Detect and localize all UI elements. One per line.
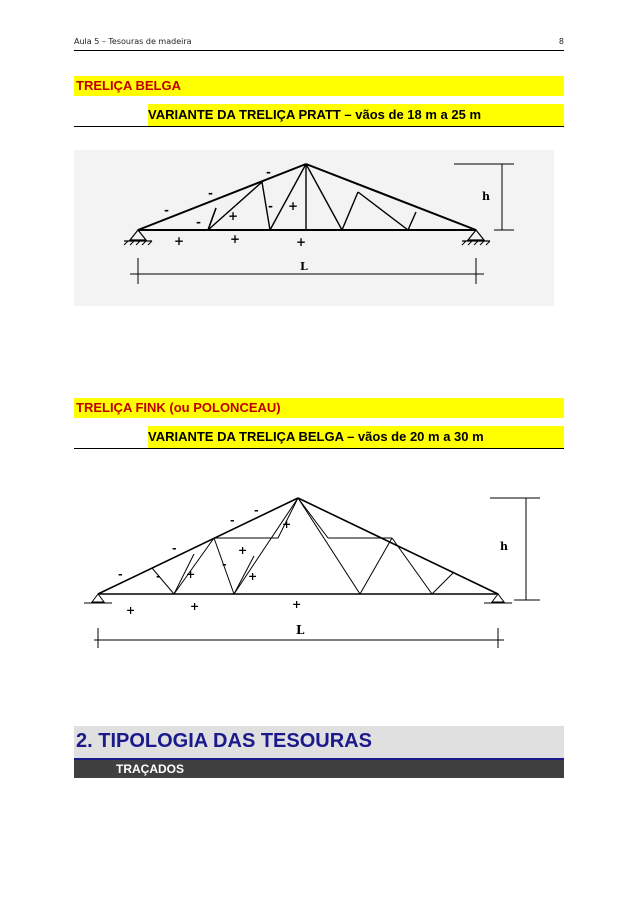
section-rule-belga [74, 126, 564, 127]
compression-sign: - [266, 165, 271, 179]
compression-sign: - [196, 215, 201, 229]
compression-sign: - [156, 570, 161, 583]
tension-sign: + [282, 518, 292, 531]
section-title-bar-fink [74, 398, 564, 418]
chapter-title: 2. TIPOLOGIA DAS TESOURAS [76, 730, 372, 752]
section-title-fink: TRELIÇA FINK (ou POLONCEAU) [76, 400, 281, 415]
tension-sign: + [228, 209, 239, 223]
section-title-belga: TRELIÇA BELGA [76, 78, 181, 93]
compression-sign: - [164, 203, 169, 217]
chapter-subheading-bar [74, 760, 564, 778]
section-subtitle-fink: VARIANTE DA TRELIÇA BELGA – vãos de 20 m a 30 m [148, 426, 564, 448]
height-label: h [500, 540, 508, 553]
span-label: L [296, 623, 305, 637]
compression-sign: - [230, 514, 235, 527]
chapter-subtitle: TRAÇADOS [116, 762, 184, 776]
tension-sign: + [230, 232, 241, 246]
tension-sign: + [190, 600, 200, 613]
tension-sign: + [186, 568, 196, 581]
compression-sign: - [254, 504, 259, 517]
span-label: L [300, 260, 308, 273]
compression-sign: - [208, 186, 213, 200]
section-rule-fink [74, 448, 564, 449]
page-number: 8 [558, 37, 564, 46]
tension-sign: + [288, 199, 299, 213]
tension-sign: + [248, 570, 258, 583]
height-label: h [482, 190, 490, 203]
tension-sign: + [292, 598, 302, 611]
compression-sign: - [118, 568, 123, 581]
compression-sign: - [222, 558, 227, 571]
chapter-heading-bar [74, 726, 564, 758]
running-header: Aula 5 – Tesouras de madeira [74, 37, 192, 46]
belga-truss-figure [74, 150, 554, 306]
tension-sign: + [238, 544, 248, 557]
compression-sign: - [172, 542, 177, 555]
section-title-bar-belga [74, 76, 564, 96]
section-subtitle-belga: VARIANTE DA TRELIÇA PRATT – vãos de 18 m a 25 m [148, 104, 564, 126]
tension-sign: + [174, 234, 185, 248]
fink-truss-figure [74, 484, 554, 654]
compression-sign: - [268, 199, 273, 213]
tension-sign: + [296, 235, 307, 249]
header-rule [74, 50, 564, 51]
tension-sign: + [126, 604, 136, 617]
